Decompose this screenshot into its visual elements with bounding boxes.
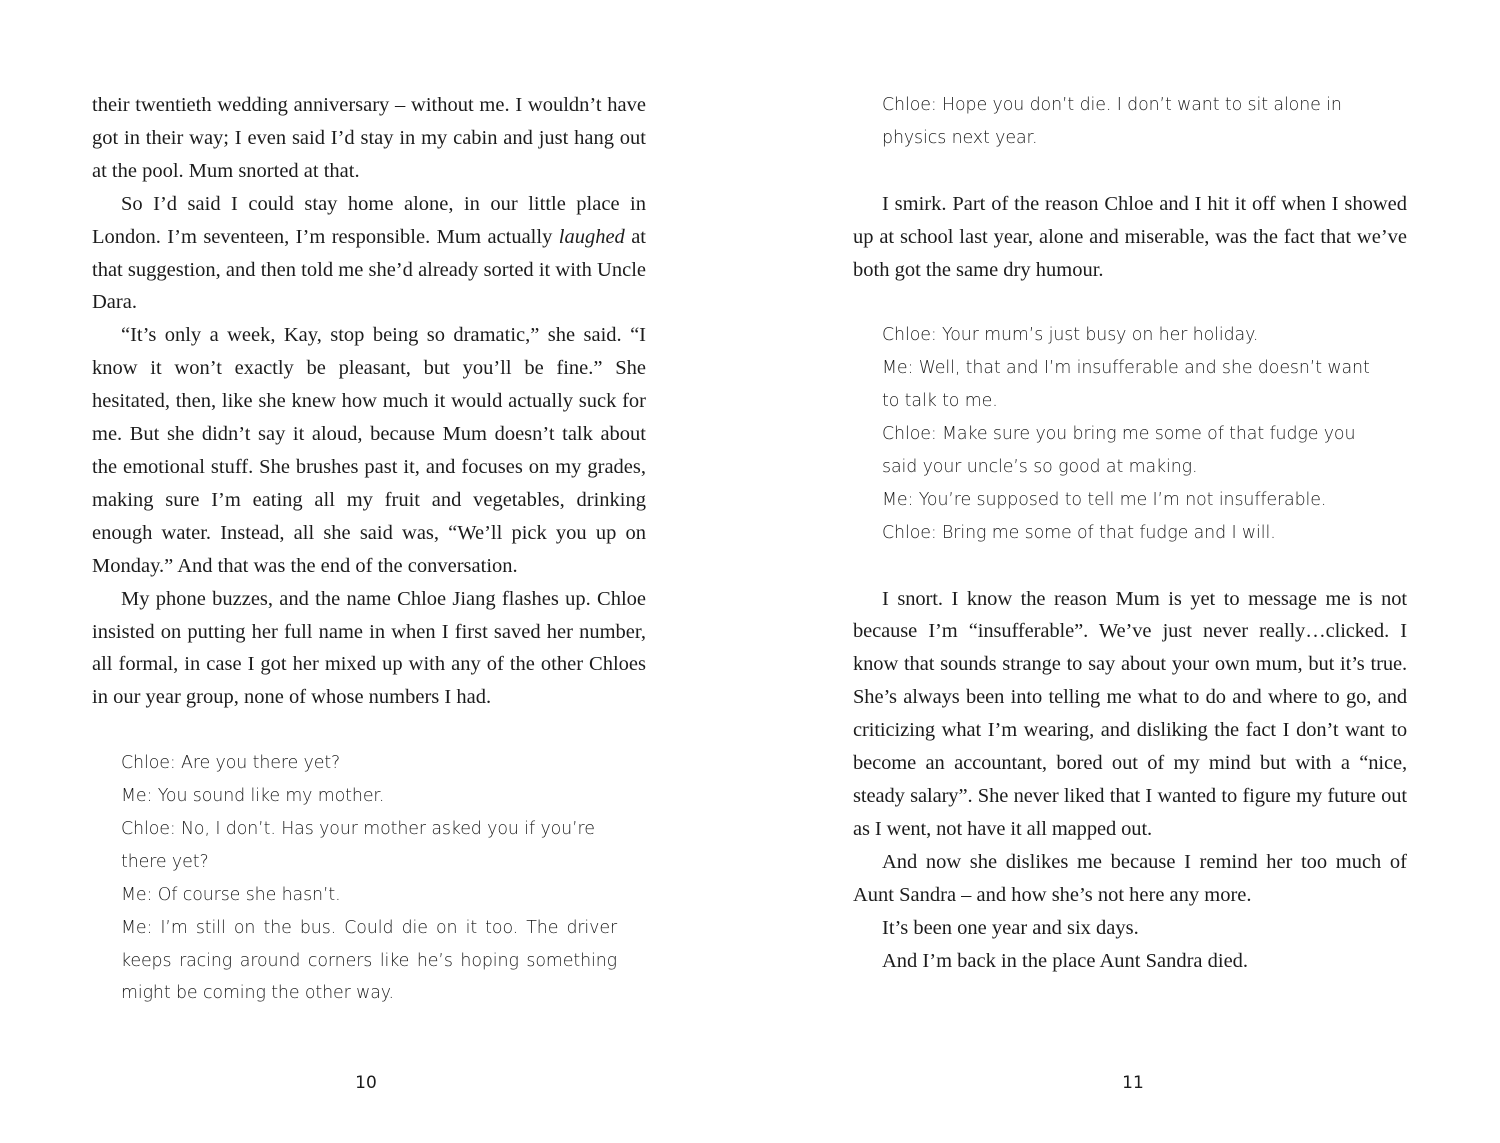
chat-message: Me: Of course she hasn’t. bbox=[121, 884, 341, 905]
chat-log-mid bbox=[853, 319, 1407, 549]
paragraph-back-in-place: And I’m back in the place Aunt Sandra died. bbox=[882, 949, 1249, 972]
chat-message: Chloe: Bring me some of that fudge and I will. bbox=[882, 522, 1276, 543]
chat-message: Chloe: Are you there yet? bbox=[121, 753, 341, 774]
section-gap bbox=[853, 550, 1407, 583]
paragraph-smirk: I smirk. Part of the reason Chloe and I hit it off when I showed up at school last year, alone and miserable, was the fact that we’ve both got the same dry humour. bbox=[853, 192, 1407, 281]
section-gap bbox=[92, 714, 646, 747]
paragraph-stay-home-end: at that suggestion, and then told me she’d already sorted it with Uncle Dara. bbox=[92, 225, 647, 314]
chat-message: Chloe: Your mum’s just busy on her holiday. bbox=[882, 325, 1259, 346]
right-text-column bbox=[853, 89, 1407, 977]
paragraph-only-a-week: “It’s only a week, Kay, stop being so dramatic,” she said. “I know it won’t exactly be pleasant, but you’ll be fine.” She hesitated, then, like she knew how much it would actually suck for me. But she didn’t say it aloud, because Mum doesn’t talk about the emotional stuff. She brushes past it, and focuses on my grades, making sure I’m eating all my fruit and vegetables, drinking enough water. Instead, all she said was, “We’ll pick you up on Monday.” And that was the end of the conversation. bbox=[92, 324, 646, 577]
chat-message: Me: I’m still on the bus. Could die on it too. The driver keeps racing around corners like he’s hoping something might be coming the other way. bbox=[121, 917, 617, 1004]
chat-message: Me: Well, that and I’m insufferable and she doesn’t want to talk to me. bbox=[882, 358, 1370, 412]
paragraph-one-year: It’s been one year and six days. bbox=[882, 916, 1139, 939]
chat-log-left bbox=[92, 747, 646, 1010]
chat-message: Chloe: No, I don’t. Has your mother asked you if you’re there yet? bbox=[121, 818, 595, 872]
section-gap bbox=[853, 155, 1407, 188]
emphasis-laughed: laughed bbox=[558, 225, 625, 248]
chat-message: Chloe: Make sure you bring me some of that fudge you said your uncle’s so good at making. bbox=[882, 424, 1356, 477]
paragraph-snort: I snort. I know the reason Mum is yet to message me is not because I’m “insufferable”. We’ve just never really…clicked. I know that sounds strange to say about your own mum, but it’s true. She’s always been into telling me what to do and where to go, and criticizing what I’m wearing, and disliking the fact I don’t want to become an accountant, bored out of my mind but with a “nice, steady salary”. She never liked that I wanted to figure my future out as I went, not have it all mapped out. bbox=[853, 587, 1407, 840]
paragraph-stay-home-start: So I’d said I could stay home alone, in our little place in London. I’m seventeen, I’m responsible. Mum actually bbox=[92, 192, 646, 248]
chat-log-top bbox=[853, 89, 1407, 155]
chat-message: Me: You sound like my mother. bbox=[121, 786, 385, 807]
section-gap bbox=[853, 286, 1407, 319]
paragraph-stay-home bbox=[92, 188, 646, 320]
left-text-column bbox=[92, 89, 646, 1010]
chat-message: Me: You’re supposed to tell me I’m not insufferable. bbox=[882, 489, 1327, 510]
right-page bbox=[750, 0, 1500, 1143]
paragraph-phone-buzzes: My phone buzzes, and the name Chloe Jiang flashes up. Chloe insisted on putting her full name in when I first saved her number, all formal, in case I got her mixed up with any of the other Chloes in our year group, none of whose numbers I had. bbox=[92, 587, 646, 709]
paragraph-dislikes: And now she dislikes me because I remind her too much of Aunt Sandra – and how she’s not here any more. bbox=[853, 850, 1407, 906]
paragraph-anniversary: their twentieth wedding anniversary – without me. I wouldn’t have got in their way; I even said I’d stay in my cabin and just hang out at the pool. Mum snorted at that. bbox=[92, 94, 646, 182]
page-number-right: 11 bbox=[1122, 1073, 1144, 1093]
chat-message: Chloe: Hope you don’t die. I don’t want to sit alone in physics next year. bbox=[882, 95, 1342, 148]
page-number-left: 10 bbox=[355, 1073, 377, 1093]
